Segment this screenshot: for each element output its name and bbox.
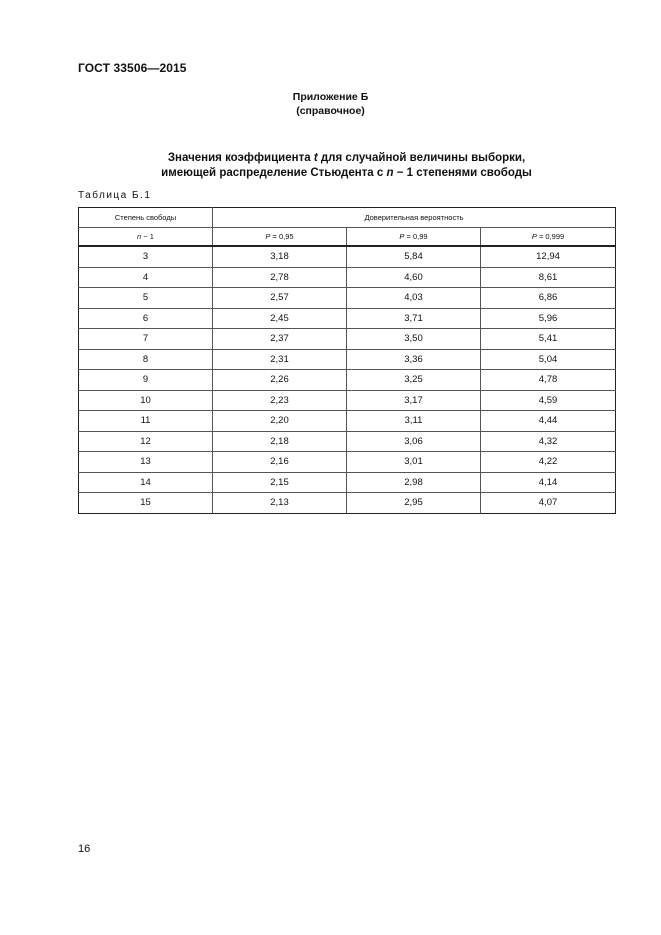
table-row — [79, 411, 616, 432]
coefficient-cell: 4,44 — [481, 411, 616, 432]
degrees-of-freedom-cell: 11 — [79, 411, 213, 432]
table-row — [79, 370, 616, 391]
table-row — [79, 246, 616, 267]
coefficient-cell: 2,23 — [213, 390, 347, 411]
p-099-header: P = 0,99 — [347, 228, 481, 247]
coefficient-cell: 12,94 — [481, 246, 616, 267]
degrees-of-freedom-cell: 7 — [79, 329, 213, 350]
document-title — [78, 151, 615, 180]
coefficient-cell: 3,17 — [347, 390, 481, 411]
coefficient-cell: 5,04 — [481, 349, 616, 370]
table-header-row — [79, 208, 616, 228]
student-t-table — [78, 207, 616, 514]
coefficient-cell: 4,22 — [481, 452, 616, 473]
table-row — [79, 329, 616, 350]
table-row — [79, 431, 616, 452]
coefficient-cell: 2,78 — [213, 267, 347, 288]
title-line-2: имеющей распределение Стьюдента с n − 1 степенями свободы — [161, 166, 532, 179]
title-line-1: Значения коэффициента t для случайной величины выборки, — [167, 152, 526, 164]
appendix-heading — [0, 90, 661, 118]
coefficient-cell: 2,15 — [213, 472, 347, 493]
coefficient-cell: 3,50 — [347, 329, 481, 350]
coefficient-cell: 2,37 — [213, 329, 347, 350]
degrees-of-freedom-cell: 10 — [79, 390, 213, 411]
page-number: 16 — [78, 843, 91, 855]
table-row — [79, 349, 616, 370]
coefficient-cell: 3,25 — [347, 370, 481, 391]
coefficient-cell: 2,20 — [213, 411, 347, 432]
table-row — [79, 308, 616, 329]
degrees-of-freedom-cell: 3 — [79, 246, 213, 267]
degrees-of-freedom-cell: 14 — [79, 472, 213, 493]
table-row — [79, 493, 616, 514]
coefficient-cell: 8,61 — [481, 267, 616, 288]
degrees-of-freedom-cell: 6 — [79, 308, 213, 329]
table-row — [79, 390, 616, 411]
coefficient-cell: 5,41 — [481, 329, 616, 350]
coefficient-cell: 4,32 — [481, 431, 616, 452]
p-095-header: P = 0,95 — [213, 228, 347, 247]
confidence-probability-header: Доверительная вероятность — [213, 208, 616, 228]
coefficient-cell: 2,57 — [213, 288, 347, 309]
appendix-type: (справочное) — [296, 105, 365, 117]
degrees-of-freedom-header: Степень свободы — [79, 208, 213, 228]
coefficient-cell: 2,45 — [213, 308, 347, 329]
table-row — [79, 288, 616, 309]
table-row — [79, 452, 616, 473]
coefficient-cell: 3,18 — [213, 246, 347, 267]
degrees-of-freedom-cell: 13 — [79, 452, 213, 473]
degrees-of-freedom-cell: 4 — [79, 267, 213, 288]
coefficient-cell: 4,07 — [481, 493, 616, 514]
coefficient-cell: 3,71 — [347, 308, 481, 329]
degrees-of-freedom-cell: 8 — [79, 349, 213, 370]
degrees-of-freedom-cell: 15 — [79, 493, 213, 514]
coefficient-cell: 3,11 — [347, 411, 481, 432]
p-0999-header: P = 0,999 — [481, 228, 616, 247]
coefficient-cell: 2,98 — [347, 472, 481, 493]
coefficient-cell: 3,01 — [347, 452, 481, 473]
coefficient-cell: 2,18 — [213, 431, 347, 452]
coefficient-cell: 6,86 — [481, 288, 616, 309]
standard-code: ГОСТ 33506—2015 — [78, 61, 187, 75]
coefficient-cell: 2,31 — [213, 349, 347, 370]
n-minus-1-header: n − 1 — [79, 228, 213, 247]
table-label: Таблица Б.1 — [78, 190, 152, 201]
coefficient-cell: 2,95 — [347, 493, 481, 514]
degrees-of-freedom-cell: 9 — [79, 370, 213, 391]
degrees-of-freedom-cell: 5 — [79, 288, 213, 309]
coefficient-cell: 4,03 — [347, 288, 481, 309]
coefficient-cell: 5,84 — [347, 246, 481, 267]
table-subheader-row — [79, 228, 616, 247]
coefficient-cell: 3,36 — [347, 349, 481, 370]
coefficient-cell: 5,96 — [481, 308, 616, 329]
coefficient-cell: 2,16 — [213, 452, 347, 473]
coefficient-cell: 3,06 — [347, 431, 481, 452]
appendix-name: Приложение Б — [292, 91, 369, 103]
coefficient-cell: 2,26 — [213, 370, 347, 391]
coefficient-cell: 2,13 — [213, 493, 347, 514]
degrees-of-freedom-cell: 12 — [79, 431, 213, 452]
coefficient-cell: 4,60 — [347, 267, 481, 288]
table-row — [79, 472, 616, 493]
coefficient-cell: 4,59 — [481, 390, 616, 411]
coefficient-cell: 4,14 — [481, 472, 616, 493]
coefficient-cell: 4,78 — [481, 370, 616, 391]
table-row — [79, 267, 616, 288]
